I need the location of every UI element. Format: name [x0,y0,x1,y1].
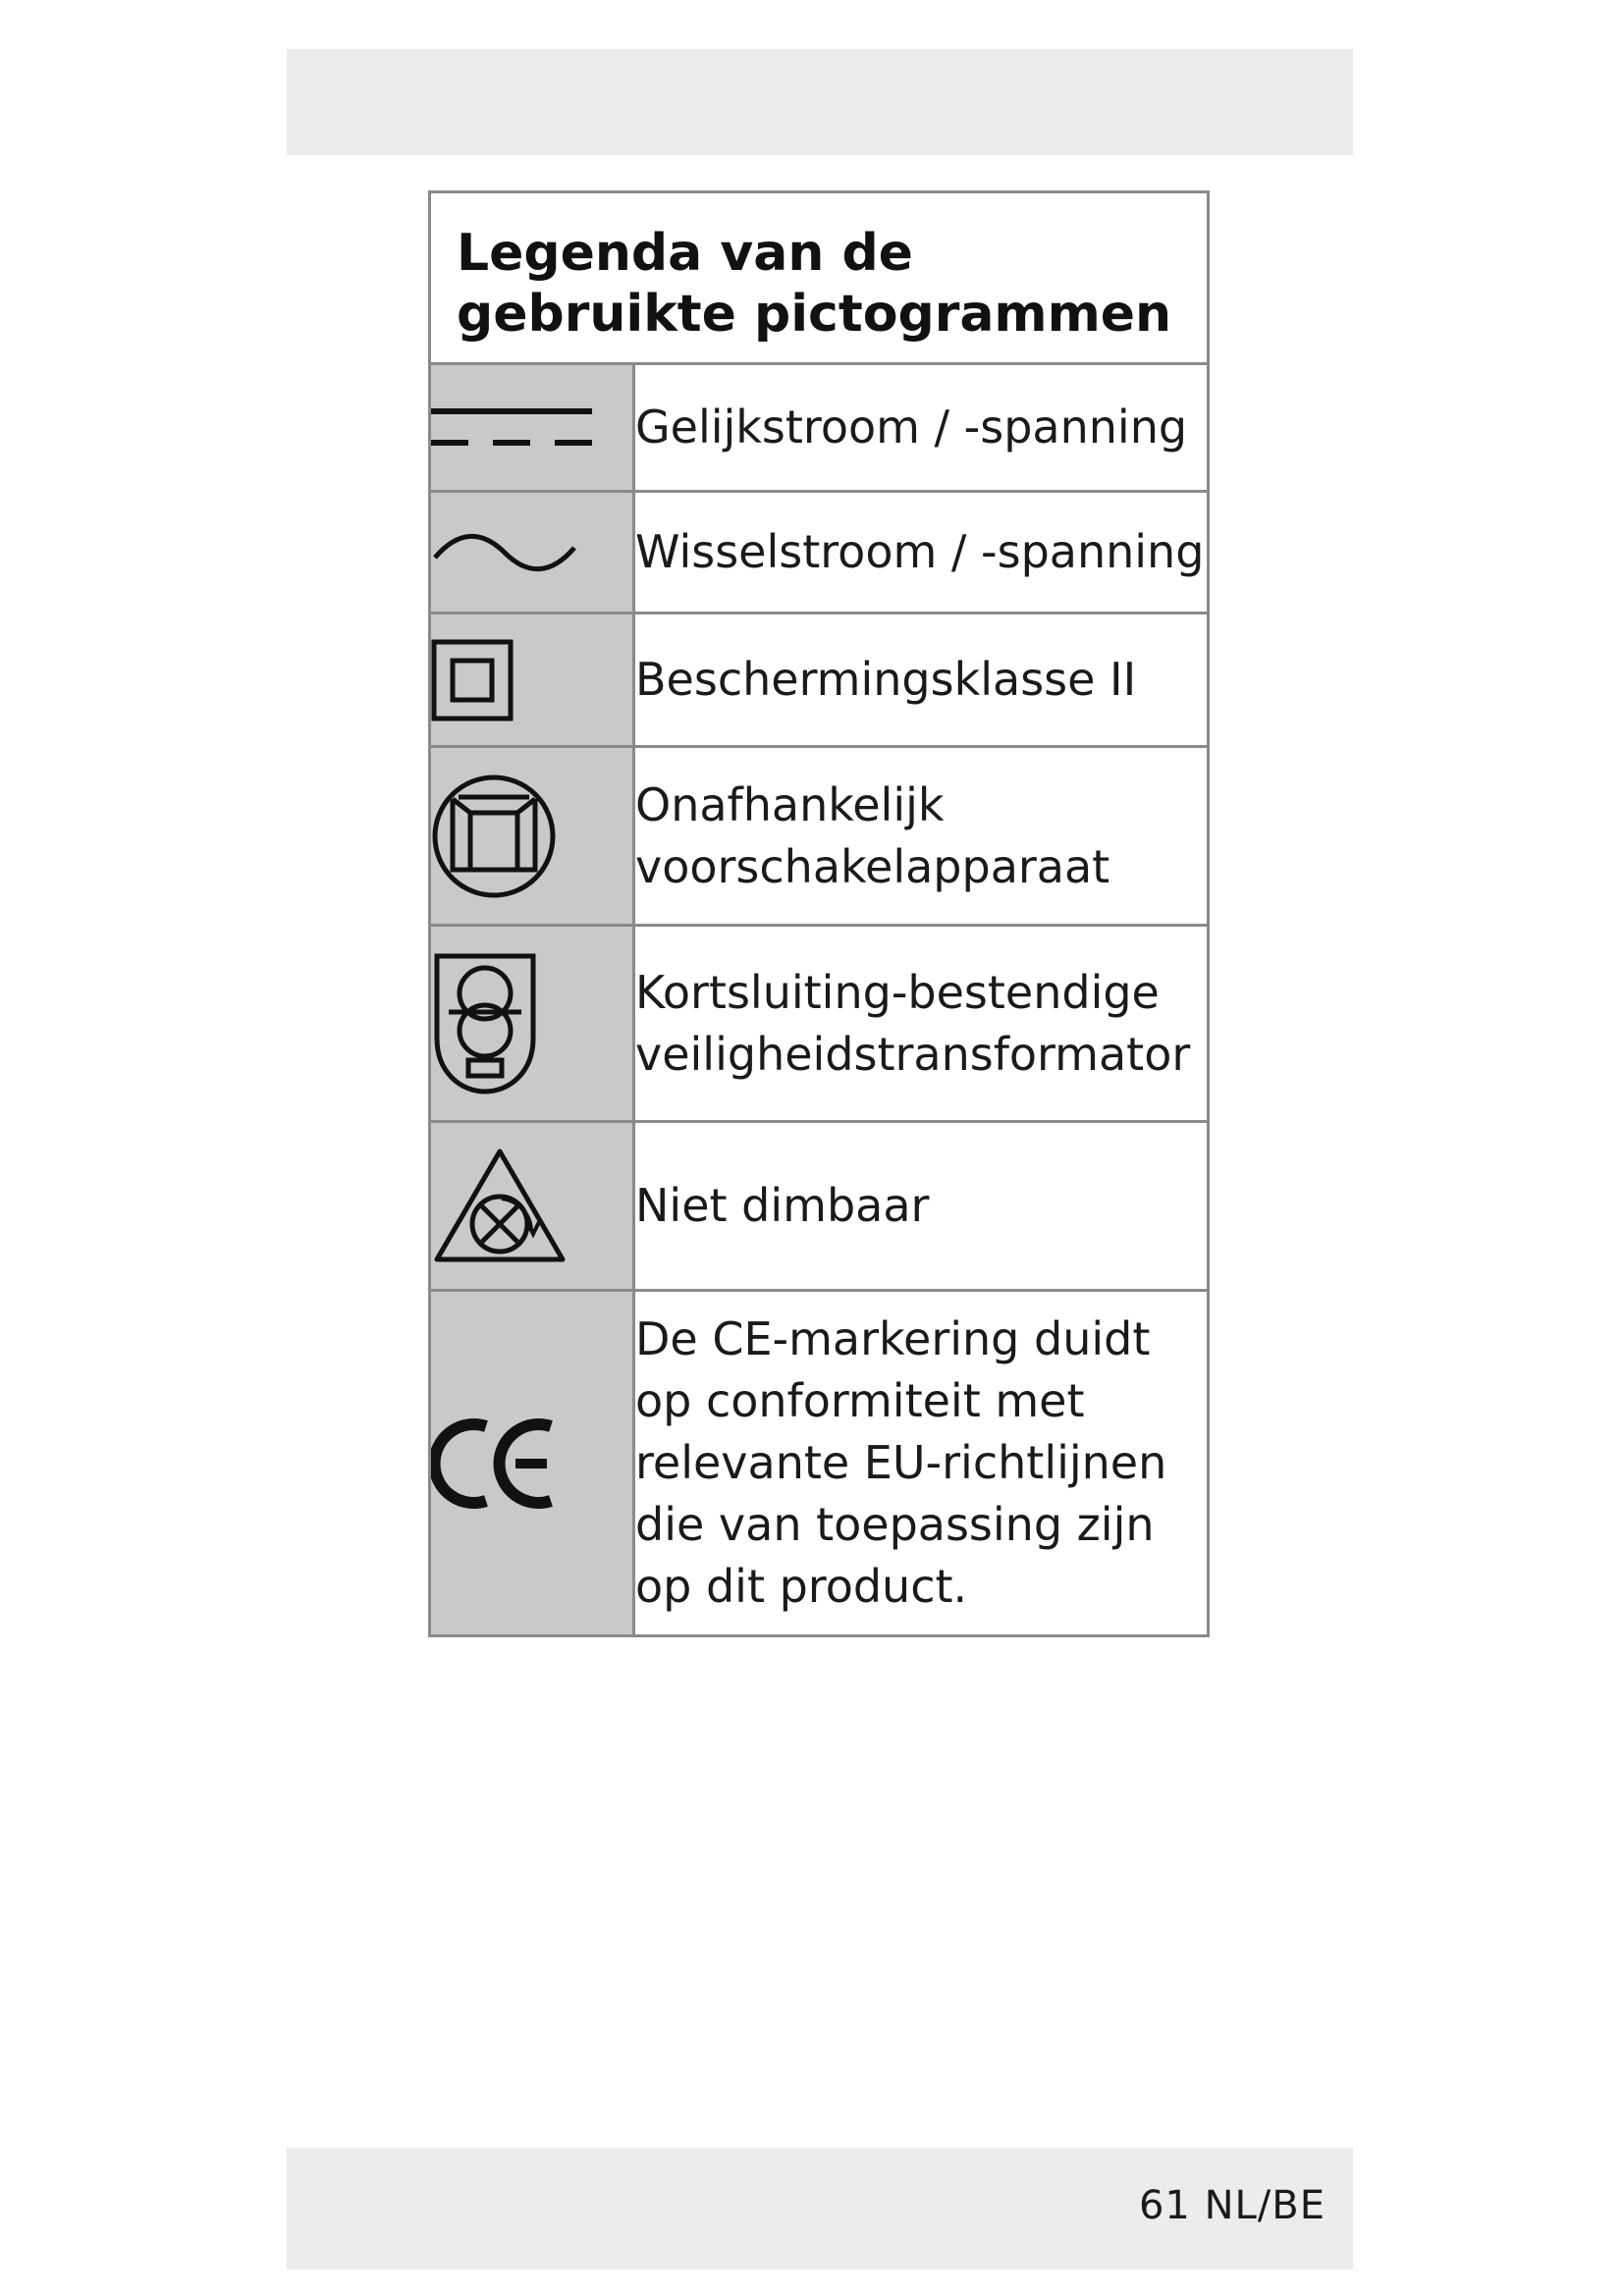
legend-text: Kortsluiting-bestendige veiligheidstransformator [634,926,1209,1122]
legend-text: Wisselstroom / -spanning [634,492,1209,614]
legend-row [430,492,1209,614]
legend-row [430,364,1209,492]
header-band [287,49,1353,155]
not-dimmable-icon [431,1146,568,1267]
legend-row [430,614,1209,747]
footer-band [287,2148,1353,2269]
legend-title: Legenda van de gebruikte pictogrammen [430,192,1209,364]
legend-row [430,926,1209,1122]
pictogram-legend-table [428,190,1210,1637]
legend-row [430,747,1209,926]
ce-mark-icon [431,1416,559,1511]
page-number: 61 NL/BE [1138,2183,1326,2228]
alternating-current-icon [431,528,578,577]
legend-text: Beschermingsklasse II [634,614,1209,747]
legend-text: Niet dimbaar [634,1122,1209,1291]
independent-ballast-icon [431,774,557,899]
legend-text: De CE-markering duidt op conformiteit met relevante EU-richtlijnen die van toepassing zijn op dit product. [634,1291,1209,1636]
direct-current-icon [431,403,592,453]
legend-row [430,1122,1209,1291]
protection-class-ii-icon [431,639,514,721]
short-circuit-proof-transformer-icon [431,950,539,1097]
legend-text: Gelijkstroom / -spanning [634,364,1209,492]
legend-text: Onafhankelijk voorschakelapparaat [634,747,1209,926]
legend-row [430,1291,1209,1636]
legend-title-row [430,192,1209,364]
